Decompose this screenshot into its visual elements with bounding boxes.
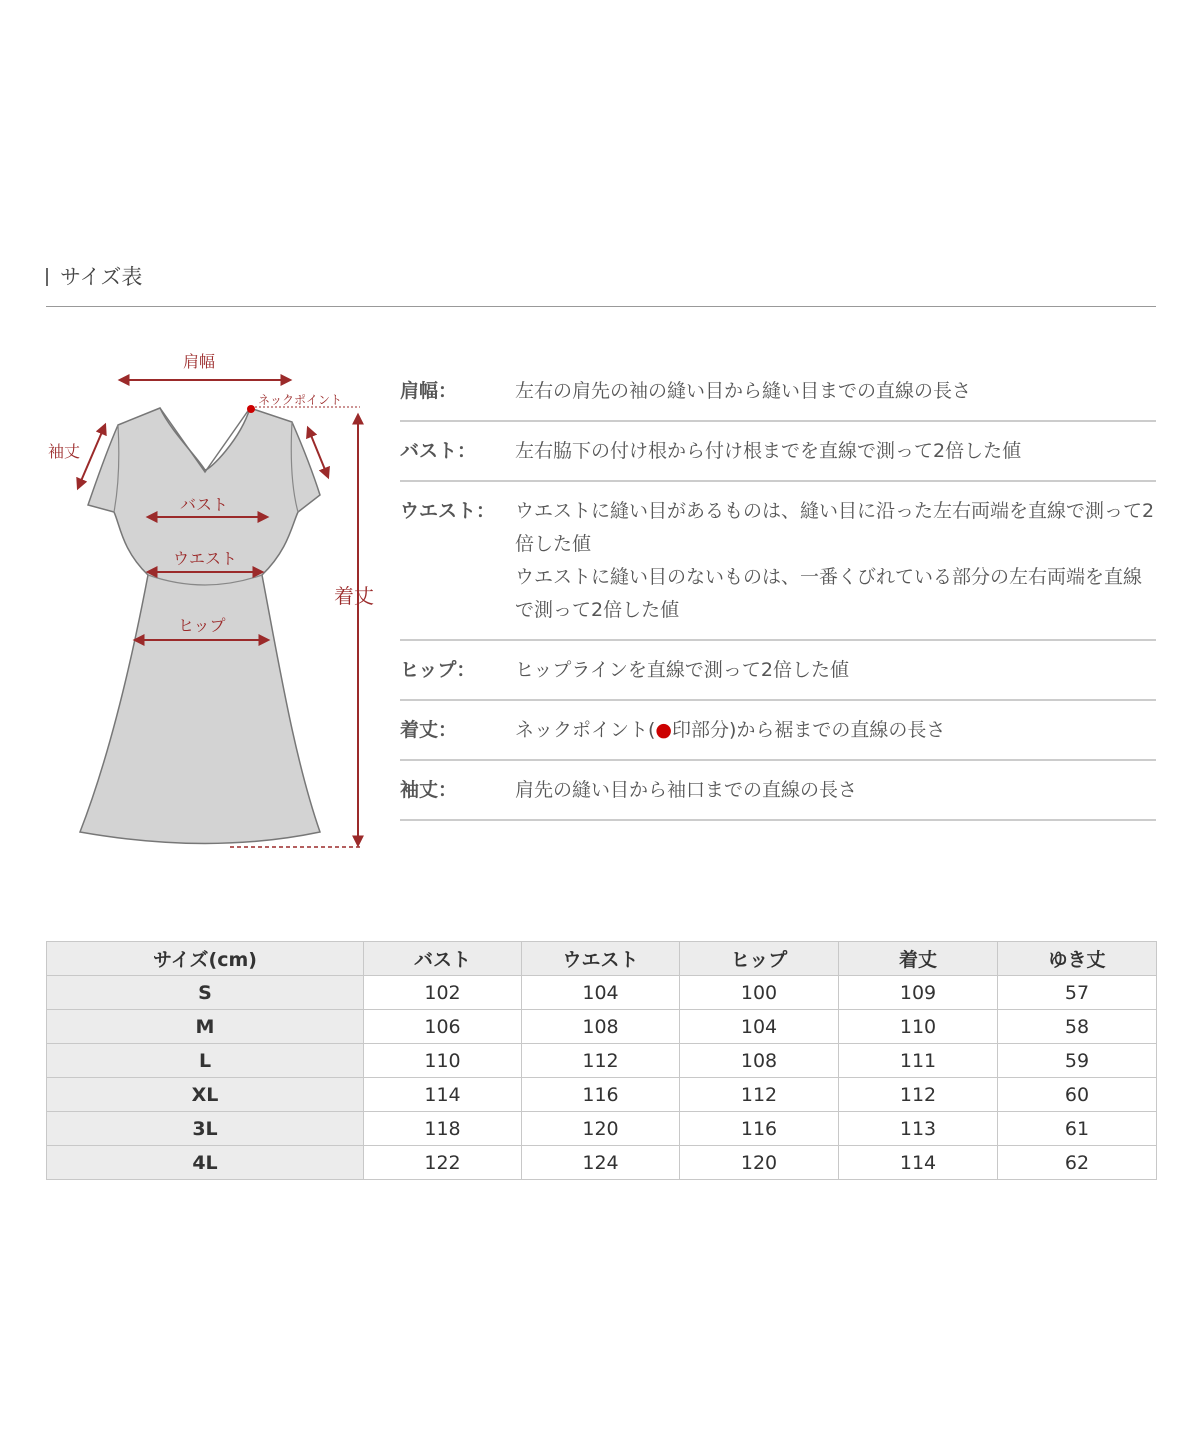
def-row-sleeve: [400, 761, 1156, 821]
table-cell: 62: [998, 1146, 1157, 1180]
size-cell: M: [47, 1010, 364, 1044]
size-cell: 3L: [47, 1112, 364, 1146]
table-cell: 104: [680, 1010, 839, 1044]
table-cell: 122: [364, 1146, 522, 1180]
table-cell: 108: [680, 1044, 839, 1078]
table-cell: 124: [522, 1146, 680, 1180]
table-cell: 111: [839, 1044, 998, 1078]
def-term: 着丈：: [400, 719, 458, 741]
table-cell: 106: [364, 1010, 522, 1044]
def-desc: [515, 774, 1156, 807]
header-cell: ヒップ: [680, 942, 839, 976]
table-cell: 57: [998, 976, 1157, 1010]
table-cell: 120: [522, 1112, 680, 1146]
def-line: 左右脇下の付け根から付け根までを直線で測って2倍した値: [515, 440, 1022, 462]
def-desc: [515, 714, 1156, 747]
size-cell: L: [47, 1044, 364, 1078]
table-cell: 104: [522, 976, 680, 1010]
measurement-definitions: [400, 362, 1156, 821]
def-line: ウエストに縫い目のないものは、一番くびれている部分の左右両端を直線で測って2倍した値: [515, 566, 1143, 621]
header-cell: ウエスト: [522, 942, 680, 976]
def-line: [515, 714, 1156, 747]
section-header: [46, 262, 1156, 307]
table-cell: 60: [998, 1078, 1157, 1112]
hip-label: ヒップ: [178, 616, 226, 635]
table-cell: 112: [839, 1078, 998, 1112]
size-table: [46, 941, 1157, 1180]
section-title-text: サイズ表: [60, 265, 143, 289]
neck-point-dot: [247, 405, 255, 413]
table-cell: 102: [364, 976, 522, 1010]
table-cell: 59: [998, 1044, 1157, 1078]
table-cell: 109: [839, 976, 998, 1010]
table-row: [47, 976, 1157, 1010]
table-cell: 112: [522, 1044, 680, 1078]
def-line: ヒップラインを直線で測って2倍した値: [515, 659, 849, 681]
def-line: 左右の肩先の袖の縫い目から縫い目までの直線の長さ: [515, 380, 972, 402]
def-row-bust: [400, 422, 1156, 482]
table-row: [47, 1078, 1157, 1112]
def-row-waist: [400, 482, 1156, 641]
table-cell: 100: [680, 976, 839, 1010]
waist-label: ウエスト: [173, 549, 238, 568]
table-row: [47, 1146, 1157, 1180]
title-bar: [46, 268, 48, 286]
table-cell: 58: [998, 1010, 1157, 1044]
def-term: ヒップ：: [400, 659, 476, 681]
def-term: ウエスト：: [400, 500, 496, 522]
table-cell: 118: [364, 1112, 522, 1146]
header-cell: 着丈: [839, 942, 998, 976]
def-row-hip: [400, 641, 1156, 701]
table-row: [47, 1044, 1157, 1078]
table-cell: 114: [839, 1146, 998, 1180]
def-term: 袖丈：: [400, 779, 458, 801]
table-cell: 61: [998, 1112, 1157, 1146]
dress-diagram: [40, 340, 390, 860]
header-cell: ゆき丈: [998, 942, 1157, 976]
table-cell: 110: [364, 1044, 522, 1078]
def-row-shoulder: [400, 362, 1156, 422]
sleeve-label: 袖丈: [48, 442, 81, 461]
table-row: [47, 1010, 1157, 1044]
size-cell: XL: [47, 1078, 364, 1112]
section-title: [46, 262, 142, 292]
red-dot-icon: ●: [655, 719, 673, 741]
neck-point-label: ネックポイント: [258, 393, 343, 407]
size-cell: S: [47, 976, 364, 1010]
bust-label: バスト: [180, 495, 229, 514]
def-line: 肩先の縫い目から袖口までの直線の長さ: [515, 779, 858, 801]
def-desc: [515, 654, 1156, 687]
table-cell: 116: [680, 1112, 839, 1146]
table-cell: 110: [839, 1010, 998, 1044]
table-cell: 112: [680, 1078, 839, 1112]
shoulder-label: 肩幅: [183, 352, 216, 371]
def-desc: [515, 375, 1156, 408]
def-term: バスト：: [400, 440, 477, 462]
def-text-before: ネックポイント(: [515, 719, 656, 741]
table-row: [47, 1112, 1157, 1146]
table-header-row: [47, 942, 1157, 976]
def-desc: [515, 495, 1156, 627]
table-cell: 108: [522, 1010, 680, 1044]
def-line: ウエストに縫い目があるものは、縫い目に沿った左右両端を直線で測って2倍した値: [515, 500, 1155, 555]
def-desc: [515, 435, 1156, 468]
table-cell: 114: [364, 1078, 522, 1112]
def-term: 肩幅：: [400, 380, 458, 402]
def-row-length: [400, 701, 1156, 761]
table-cell: 113: [839, 1112, 998, 1146]
header-cell: サイズ(cm): [47, 942, 364, 976]
table-cell: 120: [680, 1146, 839, 1180]
length-label: 着丈: [334, 584, 374, 608]
table-cell: 116: [522, 1078, 680, 1112]
def-text-after: 印部分)から裾までの直線の長さ: [672, 719, 946, 741]
header-cell: バスト: [364, 942, 522, 976]
size-cell: 4L: [47, 1146, 364, 1180]
